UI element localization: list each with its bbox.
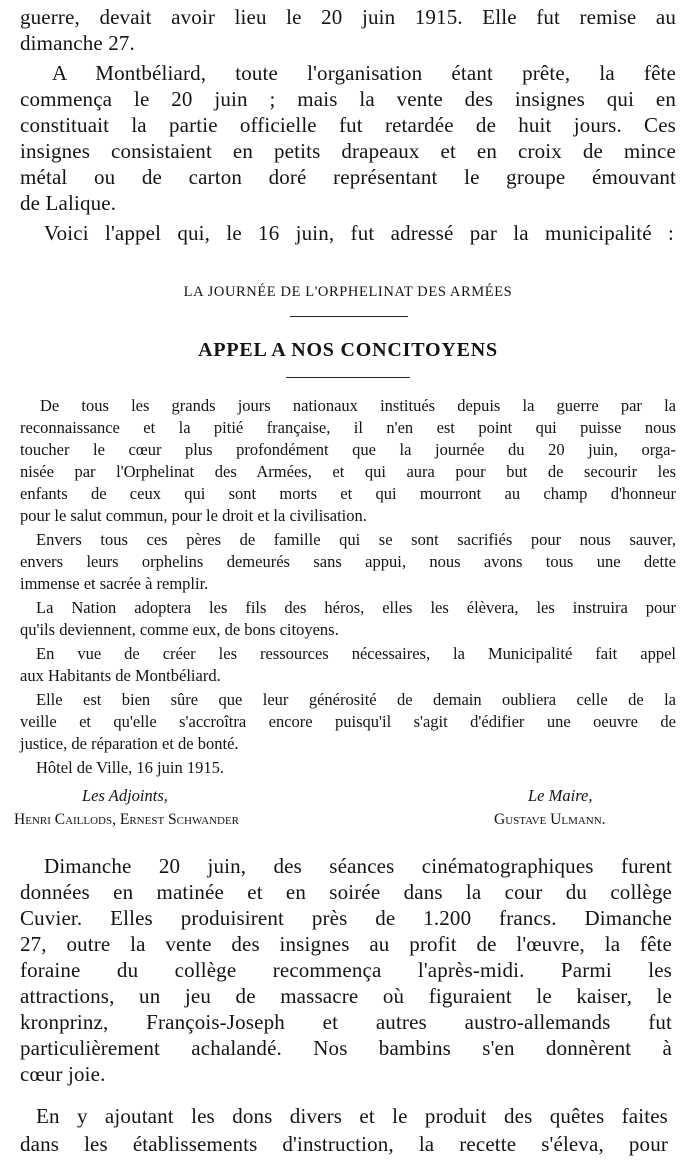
appeal-line: enfants de ceux qui sont morts et qui mourront au champ d'honneur: [20, 484, 676, 503]
appeal-line: veille et qu'elle s'accroîtra encore puisqu'il s'agit d'édifier une oeuvre de: [20, 712, 676, 731]
notice-heading: APPEL A NOS CONCITOYENS: [198, 339, 498, 361]
body-line: 27, outre la vente des insignes au profit de l'œuvre, la fête: [20, 932, 672, 956]
maire-title: Le Maire,: [528, 786, 593, 805]
appeal-line: reconnaissance et la pitié française, il n'en est point qui puisse nous: [20, 418, 676, 437]
body-line: commença le 20 juin ; mais la vente des insignes qui en: [20, 87, 676, 111]
notice-title: LA JOURNÉE DE L'ORPHELINAT DES ARMÉES: [183, 284, 513, 300]
appeal-line: La Nation adoptera les fils des héros, elles les élèvera, les instruira pour: [36, 598, 676, 617]
maire-name: Gustave Ulmann.: [494, 811, 606, 828]
appeal-line: envers leurs orphelins demeurés sans appui, nous avons tous une dette: [20, 552, 676, 571]
divider: [290, 316, 408, 317]
appeal-line: Elle est bien sûre que leur générosité de demain oubliera celle de la: [36, 690, 676, 709]
body-line: Cuvier. Elles produisirent près de 1.200 francs. Dimanche: [20, 906, 672, 930]
body-line: guerre, devait avoir lieu le 20 juin 1915. Elle fut remise au: [20, 5, 676, 29]
body-line: constituait la partie officielle fut retardée de huit jours. Ces: [20, 113, 676, 137]
adjoints-title: Les Adjoints,: [82, 786, 168, 805]
body-line: dans les établissements d'instruction, la recette s'éleva, pour: [20, 1132, 668, 1156]
appeal-line: aux Habitants de Montbéliard.: [20, 666, 221, 685]
body-line: de Lalique.: [20, 191, 117, 215]
appeal-line: justice, de réparation et de bonté.: [20, 734, 239, 753]
body-line: Voici l'appel qui, le 16 juin, fut adressé par la municipalité :: [44, 221, 674, 245]
body-line: En y ajoutant les dons divers et le produit des quêtes faites: [36, 1104, 668, 1128]
body-line: données en matinée et en soirée dans la cour du collège: [20, 880, 672, 904]
appeal-line: pour le salut commun, pour le droit et la civilisation.: [20, 506, 367, 525]
appeal-line: immense et sacrée à remplir.: [20, 574, 209, 593]
body-line: dimanche 27.: [20, 31, 135, 55]
appeal-line: En vue de créer les ressources nécessaires, la Municipalité fait appel: [36, 644, 676, 663]
body-line: cœur joie.: [20, 1062, 106, 1086]
body-line: insignes consistaient en petits drapeaux et en croix de mince: [20, 139, 676, 163]
adjoints-names: Henri Caillods, Ernest Schwander: [14, 811, 240, 828]
dateline: Hôtel de Ville, 16 juin 1915.: [36, 758, 224, 777]
body-line: A Montbéliard, toute l'organisation étant prête, la fête: [52, 61, 676, 85]
divider: [286, 377, 410, 378]
body-line: Dimanche 20 juin, des séances cinématographiques furent: [44, 854, 672, 878]
appeal-line: De tous les grands jours nationaux institués depuis la guerre par la: [40, 396, 676, 415]
body-line: métal ou de carton doré représentant le groupe émouvant: [20, 165, 676, 189]
body-line: attractions, un jeu de massacre où figuraient le kaiser, le: [20, 984, 672, 1008]
appeal-line: qu'ils deviennent, comme eux, de bons citoyens.: [20, 620, 339, 639]
appeal-line: Envers tous ces pères de famille qui se sont sacrifiés pour nous sauver,: [36, 530, 676, 549]
appeal-line: nisée par l'Orphelinat des Armées, et qui aura pour but de secourir les: [20, 462, 676, 481]
body-line: kronprinz, François-Joseph et autres austro-allemands fut: [20, 1010, 672, 1034]
body-line: particulièrement achalandé. Nos bambins s'en donnèrent à: [20, 1036, 672, 1060]
appeal-line: toucher le cœur plus profondément que la journée du 20 juin, orga-: [20, 440, 676, 459]
body-line: foraine du collège recommença l'après-midi. Parmi les: [20, 958, 672, 982]
